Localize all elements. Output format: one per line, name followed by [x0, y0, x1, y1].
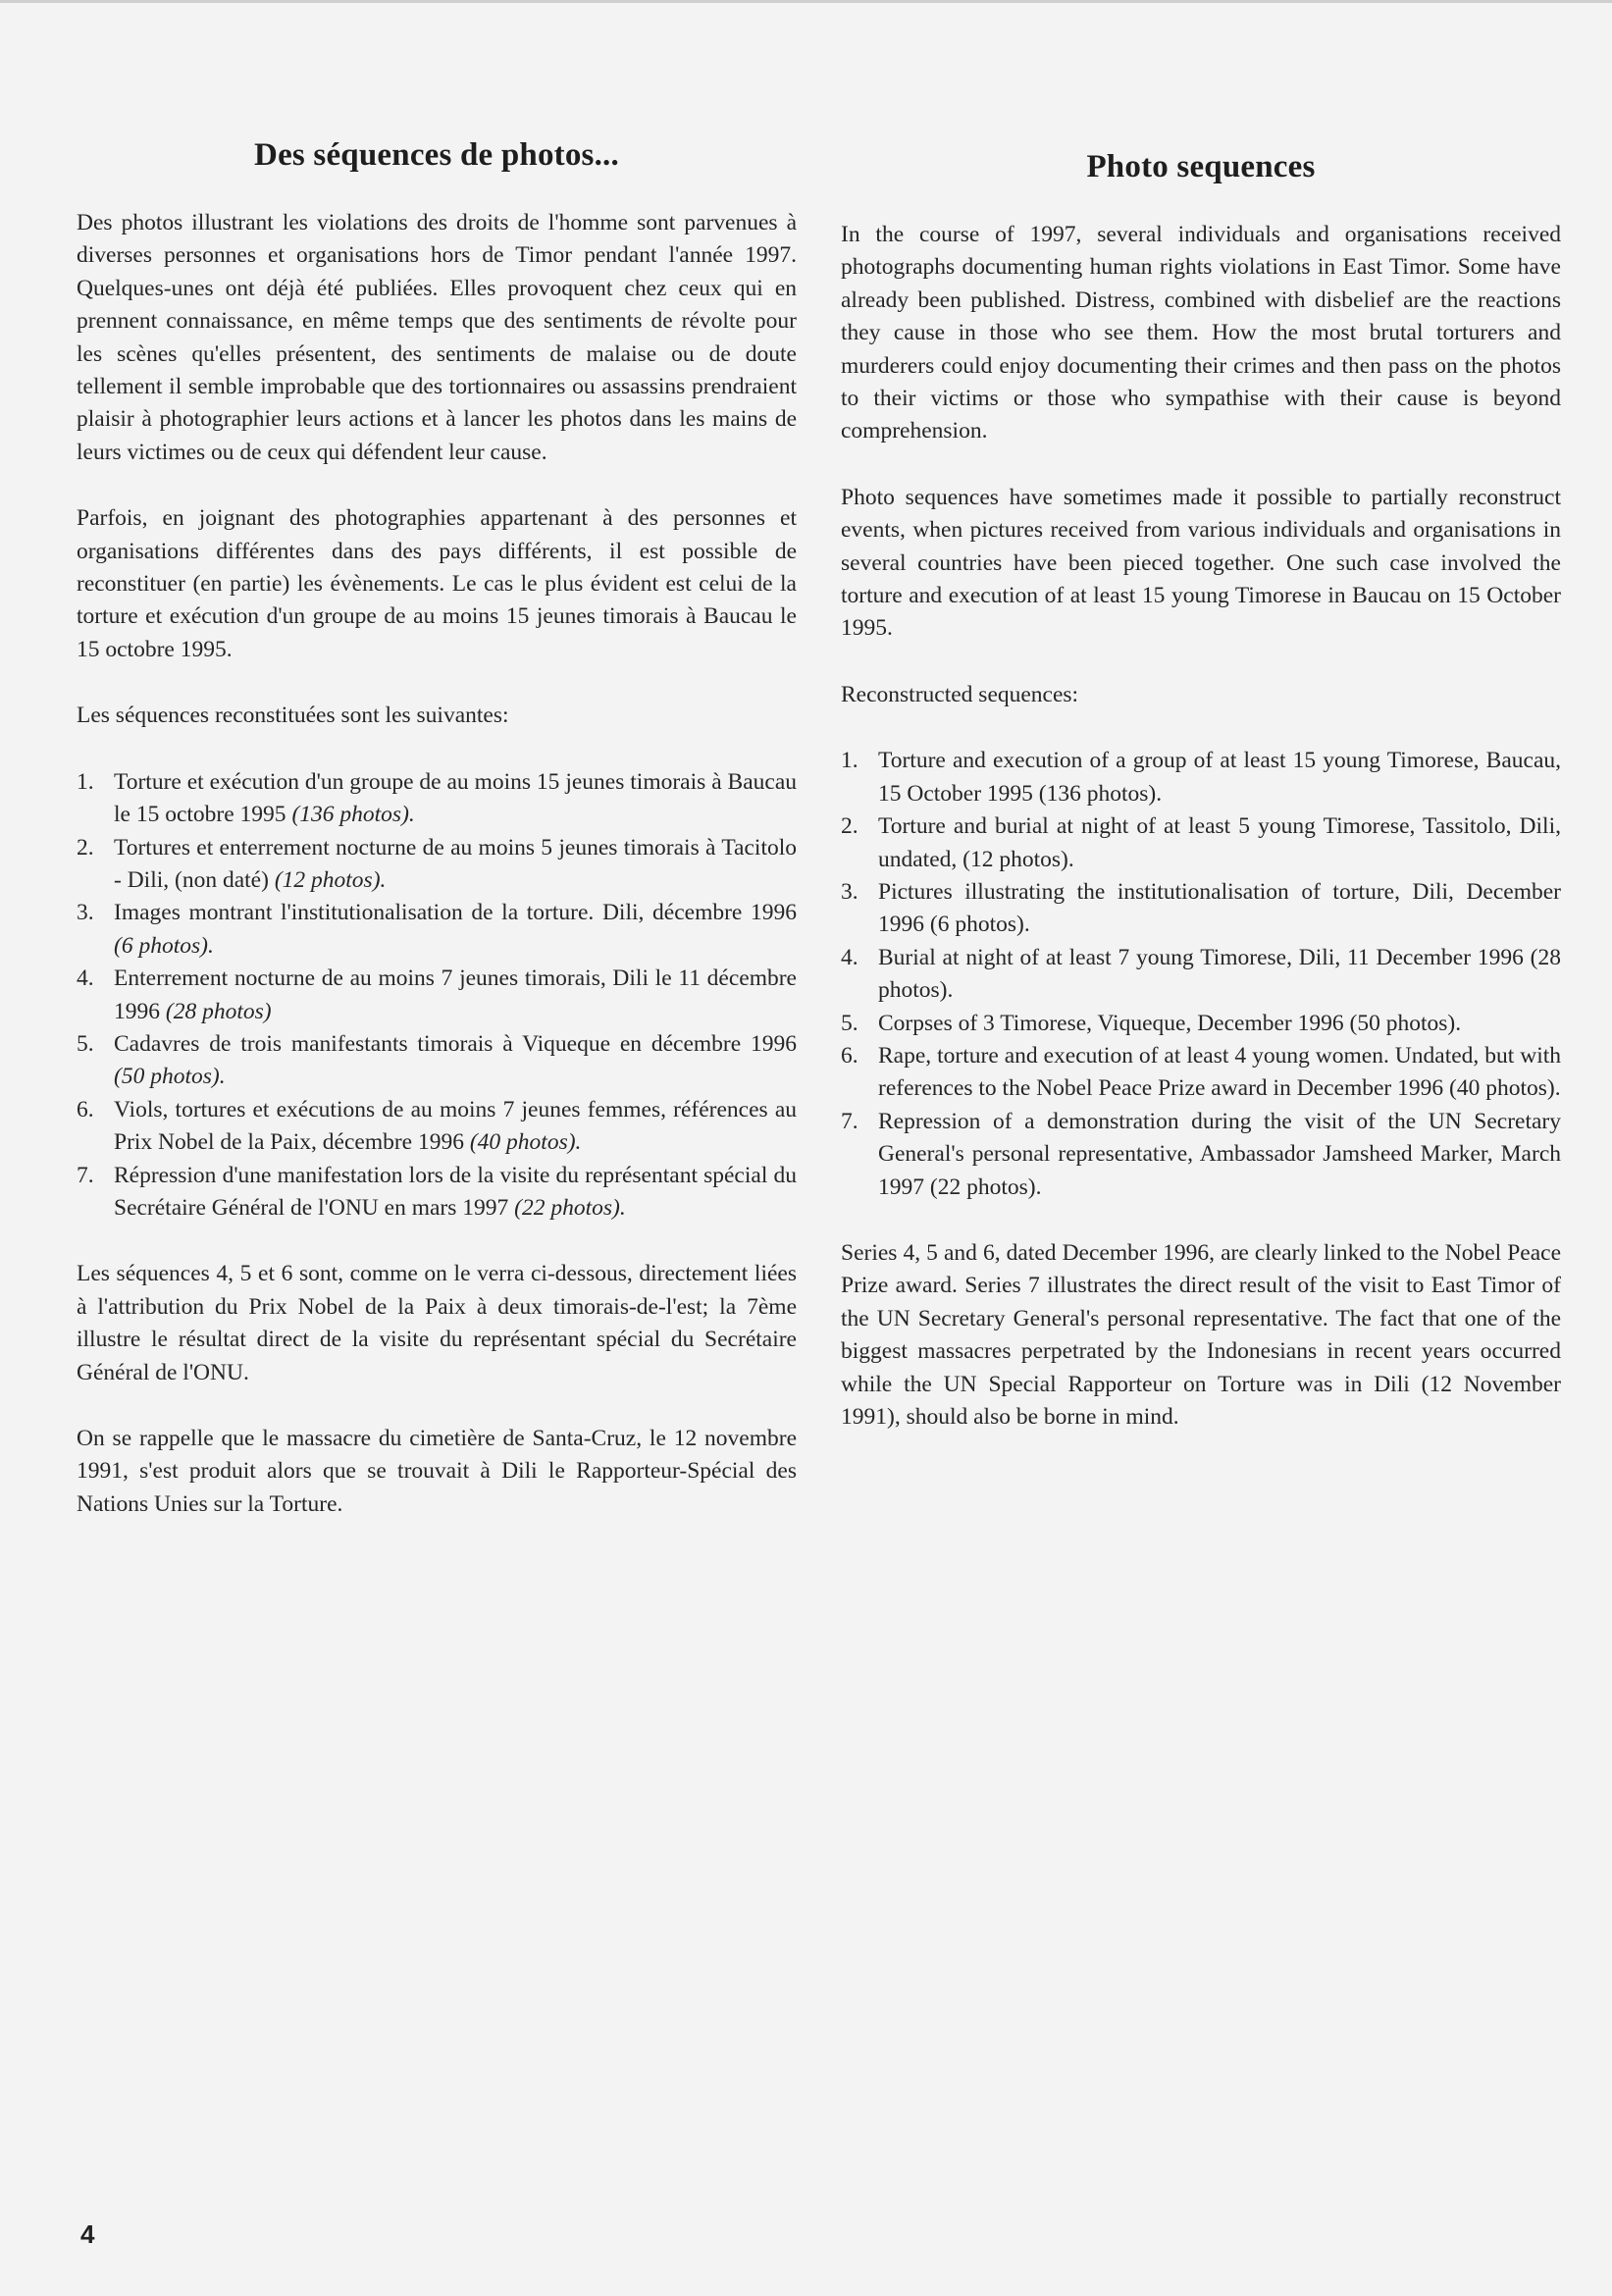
list-item-number: 4.: [77, 965, 94, 992]
list-item-text: Torture et exécution d'un groupe de au moins 15 jeunes timorais à Baucau le 15 octobre 1995: [114, 768, 797, 828]
list-item-text: Viols, tortures et exécutions de au moins 7 jeunes femmes, références au Prix Nobel de la Paix, décembre 1996: [114, 1096, 797, 1156]
list-item: [841, 1008, 1561, 1040]
french-column: [77, 137, 797, 1554]
list-item: [77, 766, 797, 832]
list-item-photo-count: (136 photos).: [291, 802, 415, 828]
english-paragraph-1: In the course of 1997, several individuals and organisations received photographs documenting human rights violations in East Timor. Some have already been published. Distress, combined with disbelief are the reactions they cause in those who see them. How the most brutal torturers and murderers could enjoy documenting their crimes and then pass on the photos to their victims or those who sympathise with their cause is beyond comprehension.: [841, 222, 1561, 444]
list-item-text: Cadavres de trois manifestants timorais à Viqueque en décembre 1996: [114, 1030, 797, 1057]
english-title: Photo sequences: [1086, 149, 1316, 184]
english-sequence-list: [841, 745, 1561, 1204]
list-item-text: Rape, torture and execution of at least 4 young women. Undated, but with references to the Nobel Peace Prize award in December 1996 (40 photos).: [878, 1042, 1561, 1102]
list-item-photo-count: (6 photos).: [114, 932, 214, 959]
french-sequence-list: [77, 766, 797, 1226]
list-item-text: Enterrement nocturne de au moins 7 jeunes timorais, Dili le 11 décembre 1996: [114, 965, 797, 1024]
list-item-number: 2.: [77, 834, 94, 861]
list-item-number: 5.: [841, 1010, 858, 1036]
list-item: [77, 963, 797, 1028]
list-item-number: 2.: [841, 813, 858, 840]
list-item-text: Corpses of 3 Timorese, Viqueque, December 1996 (50 photos).: [878, 1010, 1462, 1036]
page-number: 4: [80, 2219, 95, 2249]
list-item: [77, 1160, 797, 1226]
list-item-number: 1.: [77, 768, 94, 795]
english-paragraph-3: Series 4, 5 and 6, dated December 1996, are clearly linked to the Nobel Peace Prize award. Series 7 illustrates the direct result of the visit to East Timor of the UN Secretary General's personal representative. The fact that one of the biggest massacres perpetrated by the Indonesians in recent years occurred while the UN Special Rapporteur on Torture was in Dili (12 November 1991), should also be borne in mind.: [841, 1239, 1561, 1430]
list-item-text: Images montrant l'institutionalisation de la torture. Dili, décembre 1996: [114, 900, 797, 926]
english-column: [841, 137, 1561, 1467]
list-item-number: 6.: [841, 1042, 858, 1069]
list-item-number: 3.: [77, 900, 94, 926]
list-item-text: Torture and burial at night of at least 5 young Timorese, Tassitolo, Dili, undated, (12 photos).: [878, 813, 1561, 872]
list-item-photo-count: (28 photos): [165, 998, 272, 1024]
list-item-number: 5.: [77, 1030, 94, 1057]
page-top-edge: [0, 0, 1612, 3]
list-item: [841, 810, 1561, 876]
list-item-text: Répression d'une manifestation lors de la visite du représentant spécial du Secrétaire Général de l'ONU en mars 1997: [114, 1162, 797, 1221]
list-item: [841, 942, 1561, 1008]
list-item-photo-count: (40 photos).: [469, 1129, 582, 1156]
list-item-number: 7.: [841, 1108, 858, 1134]
list-item: [77, 832, 797, 898]
list-item-text: Pictures illustrating the institutionalisation of torture, Dili, December 1996 (6 photos).: [878, 878, 1561, 938]
french-paragraph-3: Les séquences 4, 5 et 6 sont, comme on le verra ci-dessous, directement liées à l'attribution du Prix Nobel de la Paix à deux timorais-de-l'est; la 7ème illustre le résultat direct de la visite du représentant spécial du Secrétaire Général de l'ONU.: [77, 1261, 797, 1385]
list-item-text: Torture and execution of a group of at least 15 young Timorese, Baucau, 15 October 1995 (136 photos).: [878, 748, 1561, 807]
english-paragraph-2: Photo sequences have sometimes made it possible to partially reconstruct events, when pictures received from various individuals and organisations in several countries have been pieced together. One such case involved the torture and execution of at least 15 young Timorese in Baucau on 15 October 1995.: [841, 484, 1561, 642]
french-paragraph-1: Des photos illustrant les violations des droits de l'homme sont parvenues à diverses personnes et organisations hors de Timor pendant l'année 1997. Quelques-unes ont déjà été publiées. Elles provoquent chez ceux qui en prennent connaissance, en même temps que des sentiments de révolte pour les scènes qu'elles présentent, des sentiments de malaise ou de doute tellement il semble improbable que des tortionnaires ou assassins prendraient plaisir à photographier leurs actions et à lancer les photos dans les mains de leurs victimes ou de ceux qui défendent leur cause.: [77, 210, 797, 465]
list-item: [841, 745, 1561, 810]
french-list-intro: Les séquences reconstituées sont les suivantes:: [77, 703, 509, 729]
list-item: [841, 1106, 1561, 1204]
list-item-text: Repression of a demonstration during the visit of the UN Secretary General's personal representative, Ambassador Jamsheed Marker, March 1997 (22 photos).: [878, 1108, 1561, 1200]
list-item: [77, 1028, 797, 1094]
list-item-text: Burial at night of at least 7 young Timorese, Dili, 11 December 1996 (28 photos).: [878, 944, 1561, 1004]
french-paragraph-4: On se rappelle que le massacre du cimetière de Santa-Cruz, le 12 novembre 1991, s'est produit alors que se trouvait à Dili le Rapporteur-Spécial des Nations Unies sur la Torture.: [77, 1426, 797, 1517]
list-item-number: 1.: [841, 748, 858, 774]
list-item-text: Tortures et enterrement nocturne de au moins 5 jeunes timorais à Tacitolo - Dili, (non daté): [114, 834, 797, 893]
list-item-number: 7.: [77, 1162, 94, 1188]
list-item: [841, 1040, 1561, 1106]
french-paragraph-2: Parfois, en joignant des photographies appartenant à des personnes et organisations différentes dans des pays différents, il est possible de reconstituer (en partie) les évènements. Le cas le plus évident est celui de la torture et exécution d'un groupe de au moins 15 jeunes timorais à Baucau le 15 octobre 1995.: [77, 505, 797, 662]
list-item: [77, 1094, 797, 1160]
english-list-intro: Reconstructed sequences:: [841, 681, 1079, 707]
list-item-number: 3.: [841, 878, 858, 905]
list-item-photo-count: (12 photos).: [274, 866, 387, 893]
list-item-photo-count: (50 photos).: [114, 1064, 226, 1090]
list-item-number: 4.: [841, 944, 858, 970]
list-item: [77, 897, 797, 963]
list-item-number: 6.: [77, 1096, 94, 1122]
list-item: [841, 876, 1561, 942]
french-title: Des séquences de photos...: [254, 137, 619, 173]
list-item-photo-count: (22 photos).: [514, 1194, 626, 1221]
